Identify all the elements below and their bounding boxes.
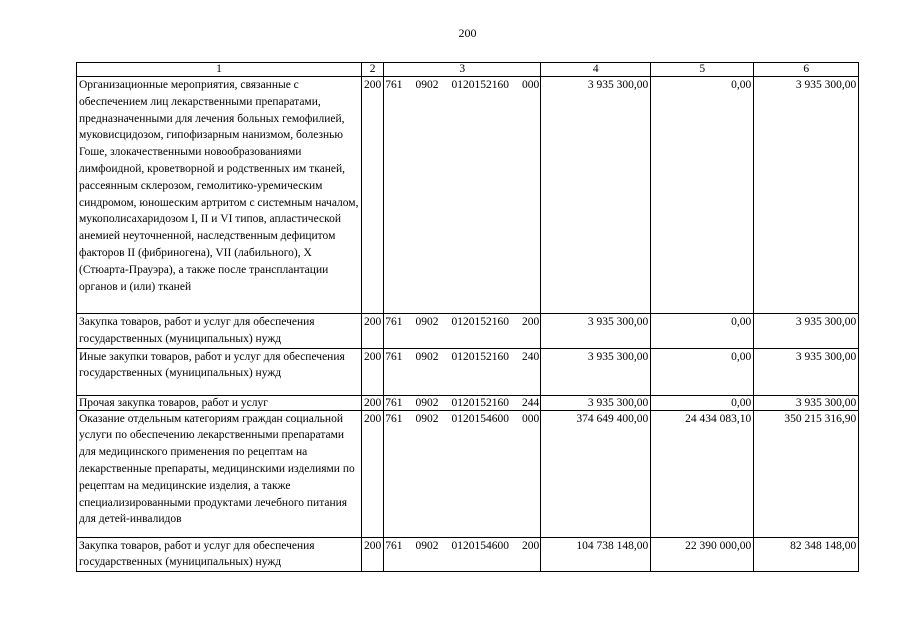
row-col2-cell: 200	[362, 410, 384, 537]
row-name-text: Оказание отдельным категориям граждан социальной услуги по обеспечению лекарственными препаратами для медицинского применения по рецептам на лекарственные препараты, медицинскими изделиями по рецептам на медицинские изделия, а также специализированными продуктами лечебного питания для детей-инвалидов	[79, 412, 355, 526]
code-section: 0902	[415, 412, 439, 425]
row-col6-cell: 3 935 300,00	[754, 314, 859, 349]
table-row	[77, 314, 859, 349]
code-section: 0902	[415, 539, 439, 552]
row-col6-cell: 3 935 300,00	[754, 77, 859, 314]
code-expense-type: 200	[522, 539, 540, 552]
code-target: 0120154600	[451, 412, 509, 425]
row-name-cell	[77, 537, 362, 572]
code-target: 0120152160	[451, 396, 509, 409]
code-expense-type: 000	[522, 412, 540, 425]
table-row	[77, 537, 859, 572]
row-col5-cell: 0,00	[651, 77, 754, 314]
row-code-cell	[384, 77, 541, 314]
row-code-cell	[384, 314, 541, 349]
code-ministry: 761	[385, 350, 403, 363]
header-cell-5: 5	[651, 63, 754, 77]
code-target: 0120152160	[451, 79, 509, 91]
header-cell-4: 4	[541, 63, 651, 77]
code-target: 0120154600	[451, 539, 509, 552]
code-expense-type: 000	[522, 79, 540, 91]
code-ministry: 761	[385, 412, 403, 425]
code-section: 0902	[415, 396, 439, 409]
row-col2-cell: 200	[362, 314, 384, 349]
row-col5-cell: 0,00	[651, 395, 754, 410]
header-cell-3: 3	[384, 63, 541, 77]
budget-table	[76, 62, 859, 572]
row-col2-cell: 200	[362, 348, 384, 395]
row-name-text: Организационные мероприятия, связанные с обеспечением лиц лекарственными препаратами, предназначенными для лечения больных гемофилией, муковисцидозом, гипофизарным нанизмом, болезнью Гоше, злокачественными новообразованиями лимфоидной, кроветворной и родственных им тканей, рассеянным склерозом, гемолитико-уремическим синдромом, юношеским артритом с системным началом, мукополисахаридозом I, II и VI типов, апластической анемией неуточненной, наследственным дефицитом факторов II (фибриногена), VII (лабильного), X (Стюарта-Прауэра), а также после трансплантации органов и (или) тканей	[79, 79, 359, 293]
row-col4-cell: 374 649 400,00	[541, 410, 651, 537]
code-section: 0902	[415, 79, 439, 91]
code-ministry: 761	[385, 396, 403, 409]
table-row	[77, 395, 859, 410]
row-name-text: Закупка товаров, работ и услуг для обеспечения государственных (муниципальных) нужд	[79, 539, 315, 569]
row-code-cell	[384, 348, 541, 395]
page-number: 200	[458, 26, 477, 40]
row-col4-cell: 3 935 300,00	[541, 395, 651, 410]
row-name-cell	[77, 314, 362, 349]
row-code-cell	[384, 410, 541, 537]
row-name-cell	[77, 410, 362, 537]
row-col5-cell: 0,00	[651, 314, 754, 349]
code-section: 0902	[415, 316, 439, 328]
row-name-cell	[77, 77, 362, 314]
code-expense-type: 244	[522, 396, 540, 409]
table-row	[77, 77, 859, 314]
row-col4-cell: 3 935 300,00	[541, 77, 651, 314]
row-col4-cell: 3 935 300,00	[541, 348, 651, 395]
table-row	[77, 348, 859, 395]
header-cell-1: 1	[77, 63, 362, 77]
row-col5-cell: 24 434 083,10	[651, 410, 754, 537]
row-name-cell	[77, 348, 362, 395]
row-col5-cell: 22 390 000,00	[651, 537, 754, 572]
code-expense-type: 200	[522, 316, 540, 328]
row-name-text: Закупка товаров, работ и услуг для обеспечения государственных (муниципальных) нужд	[79, 316, 315, 345]
row-col2-cell: 200	[362, 77, 384, 314]
row-col2-cell: 200	[362, 537, 384, 572]
table-row	[77, 410, 859, 537]
row-col2-cell: 200	[362, 395, 384, 410]
code-target: 0120152160	[451, 316, 509, 328]
row-col6-cell: 3 935 300,00	[754, 348, 859, 395]
code-ministry: 761	[385, 316, 403, 328]
row-name-text: Прочая закупка товаров, работ и услуг	[79, 396, 268, 409]
row-name-cell	[77, 395, 362, 410]
row-col6-cell: 350 215 316,90	[754, 410, 859, 537]
row-col6-cell: 82 348 148,00	[754, 537, 859, 572]
row-col6-cell: 3 935 300,00	[754, 395, 859, 410]
row-col4-cell: 104 738 148,00	[541, 537, 651, 572]
table-header-row	[77, 63, 859, 77]
row-col5-cell: 0,00	[651, 348, 754, 395]
code-expense-type: 240	[522, 350, 540, 363]
header-cell-6: 6	[754, 63, 859, 77]
row-name-text: Иные закупки товаров, работ и услуг для обеспечения государственных (муниципальных) нужд	[79, 350, 345, 380]
row-code-cell	[384, 537, 541, 572]
code-ministry: 761	[385, 539, 403, 552]
row-col4-cell: 3 935 300,00	[541, 314, 651, 349]
code-ministry: 761	[385, 79, 403, 91]
code-target: 0120152160	[451, 350, 509, 363]
code-section: 0902	[415, 350, 439, 363]
row-code-cell	[384, 395, 541, 410]
header-cell-2: 2	[362, 63, 384, 77]
